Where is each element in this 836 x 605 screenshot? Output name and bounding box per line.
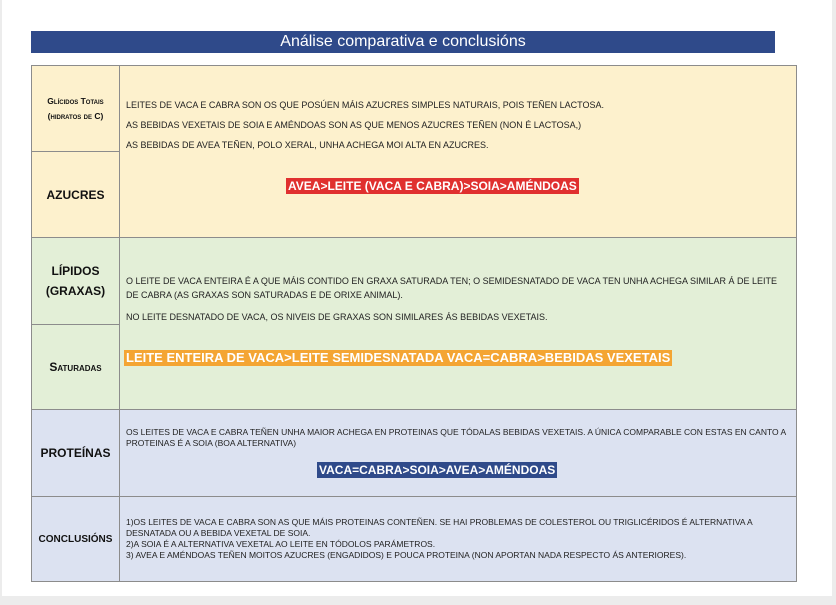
sugars-ranking-highlight: AVEA>LEITE (VACA E CABRA)>SOIA>AMÉNDOAS [288, 179, 577, 193]
label-sugars: AZUCRES [32, 152, 120, 237]
conclusions-text [126, 517, 786, 561]
text-line: O LEITE DE VACA ENTEIRA É A QUE MÁIS CONTIDO EN GRAXA SATURADA TEN; O SEMIDESNATADO DE VACA TEN UNHA ACHEGA SIMILAR Á DE LEITE DE CABRA (AS GRAXAS SON SATURADAS E DE ORIXE ANIMAL). [126, 276, 777, 300]
document-page [2, 0, 832, 596]
section-proteins [32, 410, 796, 496]
text-line: NO LEITE DESNATADO DE VACA, OS NIVEIS DE GRAXAS SON SIMILARES ÁS BEBIDAS VEXETAIS. [126, 312, 548, 322]
text-line: AS BEBIDAS VEXETAIS DE SOIA E AMÉNDOAS SON AS QUE MENOS AZUCRES TEÑEN (NON É LACTOSA,) [126, 120, 582, 130]
text-line: AS BEBIDAS DE AVEA TEÑEN, POLO XERAL, UNHA ACHEGA MOI ALTA EN AZUCRES. [126, 140, 489, 150]
glucids-text [126, 99, 786, 159]
section-lipids [32, 238, 796, 409]
comparison-table [31, 65, 797, 582]
label-proteins: PROTEÍNAS [32, 410, 120, 496]
proteins-text: OS LEITES DE VACA E CABRA TEÑEN UNHA MAIOR ACHEGA EN PROTEINAS QUE TÓDALAS BEBIDAS VEXETAIS. A ÚNICA COMPARABLE CON ESTAS EN CANTO A PROTEINAS É A SOIA (BOA ALTERNATIVA) [126, 427, 786, 448]
label-glucids-total: Glícidos Totais (hidratos de C) [32, 66, 120, 151]
section-conclusions [32, 497, 796, 581]
proteins-ranking-highlight: VACA=CABRA>SOIA>AVEA>AMÉNDOAS [319, 463, 556, 477]
label-conclusions: CONCLUSIÓNS [32, 497, 120, 581]
section-glucids [32, 66, 796, 237]
label-lipids: LÍPIDOS (GRAXAS) [32, 238, 120, 324]
conclusion-item: 2)A SOIA É A ALTERNATIVA VEXETAL AO LEITE EN TÓDOLOS PARÁMETROS. [126, 539, 436, 549]
saturated-ranking-highlight: LEITE ENTEIRA DE VACA>LEITE SEMIDESNATADA VACA=CABRA>BEBIDAS VEXETAIS [126, 350, 671, 365]
page-title: Análise comparativa e conclusións [31, 31, 775, 53]
lipids-text [126, 274, 786, 332]
conclusion-item: 1)OS LEITES DE VACA E CABRA SON AS QUE MÁIS PROTEINAS CONTEÑEN. SE HAI PROBLEMAS DE COLESTEROL OU TRIGLICÉRIDOS É ALTERNATIVA A DESNATADA OU A BEBIDA VEXETAL DE SOIA. [126, 517, 753, 538]
text-line: LEITES DE VACA E CABRA SON OS QUE POSÚEN MÁIS AZUCRES SIMPLES NATURAIS, POIS TEÑEN LACTOSA. [126, 100, 604, 110]
conclusion-item: 3) AVEA E AMÉNDOAS TEÑEN MOITOS AZUCRES (ENGADIDOS) E POUCA PROTEINA (NON APORTAN NADA RESPECTO ÁS ANTERIORES). [126, 550, 687, 560]
label-saturated: Saturadas [32, 325, 120, 409]
